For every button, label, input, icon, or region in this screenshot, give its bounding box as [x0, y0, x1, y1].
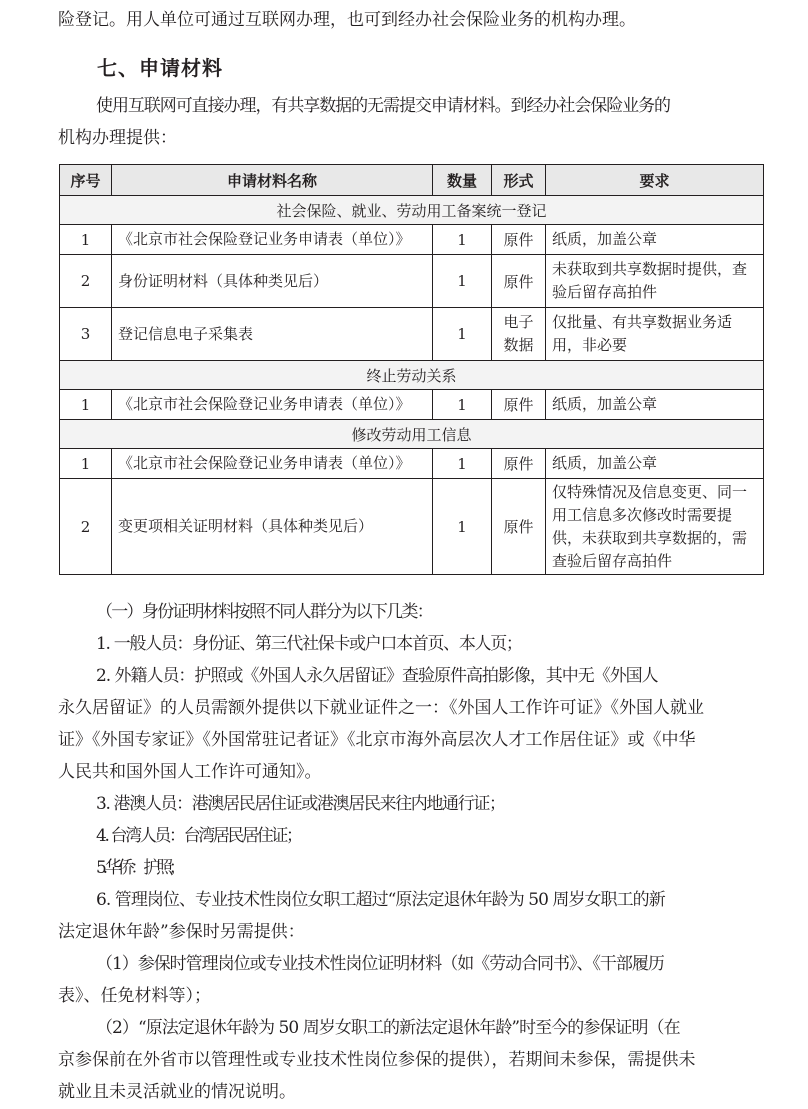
cell-qty: 1 [433, 225, 492, 255]
notes-subitem-cont: 表》、任免材料等）； [58, 986, 211, 1006]
cell-no: 2 [60, 255, 112, 308]
table-row [60, 308, 764, 361]
cell-qty: 1 [433, 479, 492, 575]
cell-req: 仅特殊情况及信息变更、同一用工信息多次修改时需要提供，未获取到共享数据的，需查验后留存高拍件 [546, 479, 764, 575]
cell-req: 纸质，加盖公章 [546, 449, 764, 479]
notes-item: 5. 华侨：护照； [96, 858, 182, 878]
notes-item: 4. 台湾人员：台湾居民居住证； [96, 826, 301, 846]
cell-req: 纸质，加盖公章 [546, 390, 764, 420]
notes-subitem: （1）参保时管理岗位或专业技术性岗位证明材料（如《劳动合同书》、《干部履历 [96, 954, 664, 974]
materials-table [59, 164, 764, 575]
cell-no: 1 [60, 225, 112, 255]
notes-subitem: （2）“原法定退休年龄为 50 周岁女职工的新法定退休年龄”时至今的参保证明（在 [96, 1018, 680, 1038]
group-row [60, 420, 764, 449]
table-row [60, 479, 764, 575]
notes-item-cont: 法定退休年龄”参保时另需提供： [58, 922, 305, 942]
notes-item: 1. 一般人员：身份证、第三代社保卡或户口本首页、本人页； [96, 634, 522, 654]
cell-form: 原件 [492, 479, 546, 575]
cell-no: 2 [60, 479, 112, 575]
cell-no: 3 [60, 308, 112, 361]
notes-item: 3. 港澳人员：港澳居民居住证或港澳居民来往内地通行证； [96, 794, 505, 814]
cell-no: 1 [60, 449, 112, 479]
group-title: 社会保险、就业、劳动用工备案统一登记 [60, 196, 764, 225]
section-title: 七、申请材料 [97, 56, 223, 80]
section-desc-line1: 使用互联网可直接办理，有共享数据的无需提交申请材料。到经办社会保险业务的 [96, 96, 670, 116]
notes-subitem-cont: 就业且未灵活就业的情况说明。 [58, 1082, 296, 1102]
notes-item: 2. 外籍人员：护照或《外国人永久居留证》查验原件高拍影像，其中无《外国人 [96, 666, 658, 686]
cell-form: 电子数据 [492, 308, 546, 361]
section-desc-line2: 机构办理提供： [58, 128, 177, 148]
table-row [60, 225, 764, 255]
cell-req: 未获取到共享数据时提供，查验后留存高拍件 [546, 255, 764, 308]
cell-form: 原件 [492, 390, 546, 420]
header-no: 序号 [60, 165, 112, 196]
group-row [60, 361, 764, 390]
notes-heading: （一）身份证明材料按照不同人群分为以下几类： [96, 602, 432, 622]
table-header-row [60, 165, 764, 196]
table-row [60, 255, 764, 308]
group-row [60, 196, 764, 225]
cell-qty: 1 [433, 449, 492, 479]
notes-item-cont: 证》《外国专家证》《外国常驻记者证》《北京市海外高层次人才工作居住证》或《中华 [58, 730, 696, 750]
cell-name: 身份证明材料（具体种类见后） [112, 255, 433, 308]
header-req: 要求 [546, 165, 764, 196]
header-qty: 数量 [433, 165, 492, 196]
intro-line: 险登记。用人单位可通过互联网办理，也可到经办社会保险业务的机构办理。 [58, 10, 636, 30]
group-title: 修改劳动用工信息 [60, 420, 764, 449]
cell-form: 原件 [492, 225, 546, 255]
notes-subitem-cont: 京参保前在外省市以管理性或专业技术性岗位参保的提供），若期间未参保，需提供未 [58, 1050, 696, 1070]
header-form: 形式 [492, 165, 546, 196]
notes-item-cont: 永久居留证》的人员需额外提供以下就业证件之一：《外国人工作许可证》《外国人就业 [58, 698, 704, 718]
cell-req: 仅批量、有共享数据业务适用，非必要 [546, 308, 764, 361]
cell-name: 《北京市社会保险登记业务申请表（单位）》 [112, 449, 433, 479]
cell-req: 纸质，加盖公章 [546, 225, 764, 255]
cell-qty: 1 [433, 255, 492, 308]
cell-name: 登记信息电子采集表 [112, 308, 433, 361]
notes-item: 6. 管理岗位、专业技术性岗位女职工超过“原法定退休年龄为 50 周岁女职工的新 [96, 890, 665, 910]
header-name: 申请材料名称 [112, 165, 433, 196]
notes-item-cont: 人民共和国外国人工作许可通知》。 [58, 762, 322, 782]
cell-qty: 1 [433, 308, 492, 361]
cell-name: 变更项相关证明材料（具体种类见后） [112, 479, 433, 575]
cell-form: 原件 [492, 449, 546, 479]
cell-name: 《北京市社会保险登记业务申请表（单位）》 [112, 225, 433, 255]
table-row [60, 449, 764, 479]
cell-name: 《北京市社会保险登记业务申请表（单位）》 [112, 390, 433, 420]
cell-no: 1 [60, 390, 112, 420]
group-title: 终止劳动关系 [60, 361, 764, 390]
cell-qty: 1 [433, 390, 492, 420]
cell-form: 原件 [492, 255, 546, 308]
table-row [60, 390, 764, 420]
